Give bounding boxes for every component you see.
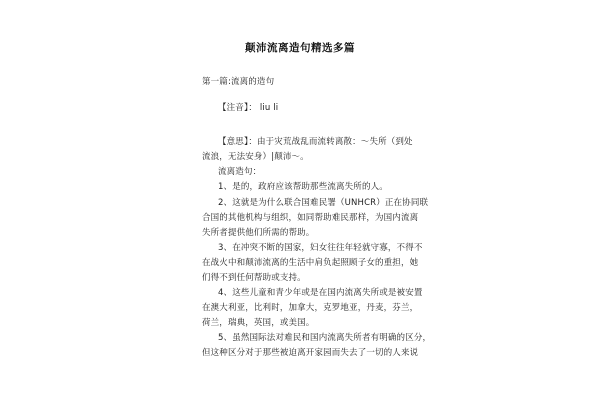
example-3-line-2: 在战火中和颠沛流离的生活中肩负起照顾子女的重担，她 (202, 258, 419, 268)
examples-heading: 流离造句： (218, 167, 262, 177)
example-2-line-2: 合国的其他机构与组织，如同帮助难民那样，为国内流离 (202, 213, 419, 223)
page-title: 颠沛流离造句精选多篇 (245, 42, 355, 54)
example-2-line-3: 失所者提供他们所需的帮助。 (202, 228, 315, 238)
example-3-line-3: 们得不到任何帮助或支持。 (202, 273, 306, 283)
example-3-line-1: 3、在冲突不断的国家，妇女往往年轻就守寡，不得不 (218, 243, 423, 253)
example-1-line-1: 1、是的，政府应该帮助那些流离失所的人。 (218, 182, 388, 192)
example-2-line-1: 2、这就是为什么联合国难民署（UNHCR）正在协同联 (218, 198, 429, 208)
meaning-line-1: 【意思】：由于灾荒战乱而流转离散：～失所（到处 (218, 137, 413, 147)
example-4-line-1: 4、这些儿童和青少年或是在国内流离失所或是被安置 (218, 288, 423, 298)
example-5-line-2: 但这种区分对于那些被迫离开家园而失去了一切的人来说 (202, 348, 419, 358)
example-5-line-1: 5、虽然国际法对难民和国内流离失所者有明确的区分， (218, 333, 432, 343)
section-heading: 第一篇:流离的造句 (202, 77, 275, 87)
pinyin-line: 【注音】： liu li (218, 103, 279, 113)
example-4-line-2: 在澳大利亚，比利时，加拿大，克罗地亚，丹麦，芬兰， (202, 303, 419, 313)
meaning-line-2: 流浪，无法安身）|颠沛～。 (202, 152, 309, 162)
example-4-line-3: 荷兰，瑞典，英国，或美国。 (202, 318, 315, 328)
